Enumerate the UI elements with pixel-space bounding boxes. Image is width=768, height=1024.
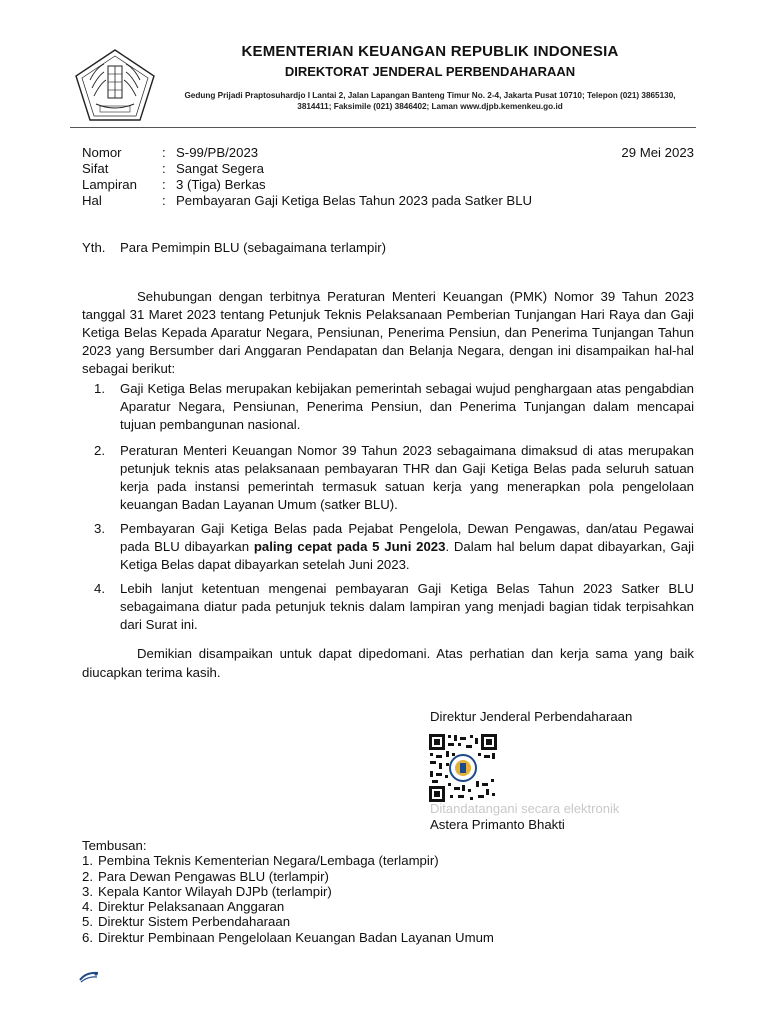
ministry-name: KEMENTERIAN KEUANGAN REPUBLIK INDONESIA — [241, 43, 619, 60]
letter-date: 29 Mei 2023 — [621, 145, 694, 160]
list-item: 1. Pembina Teknis Kementerian Negara/Lembaga (terlampir) — [82, 853, 439, 869]
closing-paragraph: Demikian disampaikan untuk dapat dipedomani. Atas perhatian dan kerja sama yang baik diucapkan terima kasih. — [82, 646, 694, 680]
meta-row-nomor: Nomor : S-99/PB/2023 — [82, 145, 259, 160]
list-item: 3. Pembayaran Gaji Ketiga Belas pada Pejabat Pengelola, Dewan Pengawas, dan/atau Pegawai pada BLU dibayarkan paling cepat pada 5 Juni 2023. Dalam hal belum dapat dibayarkan, Gaji Ketiga Belas dapat dibayarkan setelah Juni 2023. — [94, 521, 694, 572]
list-item: 4. Lebih lanjut ketentuan mengenai pembayaran Gaji Ketiga Belas Tahun 2023 Satker BLU sebagaimana diatur pada petunjuk teknis dalam lampiran yang menjadi bagian tidak terpisahkan dari Surat ini. — [94, 581, 694, 632]
signatory-name: Astera Primanto Bhakti — [430, 817, 565, 832]
meta-row-sifat: Sifat : Sangat Segera — [82, 161, 264, 176]
recipient: Yth. Para Pemimpin BLU (sebagaimana terlampir) — [82, 240, 387, 255]
intro-paragraph: Sehubungan dengan terbitnya Peraturan Menteri Keuangan (PMK) Nomor 39 Tahun 2023 tanggal 31 Maret 2023 tentang Petunjuk Teknis Pelaksanaan Pemberian Tunjangan Hari Raya dan Gaji Ketiga Belas Kepada Aparatur Negara, Pensiunan, Penerima Pensiun, dan Penerima Tunjangan Tahun 2023 yang Bersumber dari Anggaran Pendapatan dan Belanja Negara, dengan ini disampaikan hal-hal sebagai berikut: — [82, 289, 694, 376]
payment-date-emphasis: paling cepat pada 5 Juni 2023 — [253, 539, 446, 554]
letterhead-address: Gedung Prijadi Praptosuhardjo I Lantai 2, Jalan Lapangan Banteng Timur No. 2-4, Jakarta Pusat 10710; Telepon (021) 3865130, 3814411; Faksimile (021) 3846402; Laman www.djpb.kemenkeu.go.id — [184, 91, 676, 111]
list-item: 3. Kepala Kantor Wilayah DJPb (terlampir) — [82, 883, 332, 899]
letter-meta — [82, 145, 532, 209]
list-item: 5. Direktur Sistem Perbendaharaan — [82, 914, 291, 930]
letterhead-divider — [70, 127, 696, 128]
list-item: 2. Para Dewan Pengawas BLU (terlampir) — [82, 868, 329, 884]
meta-row-hal: Hal : Pembayaran Gaji Ketiga Belas Tahun 2023 pada Satker BLU — [82, 193, 533, 208]
djpb-logo-icon — [78, 970, 100, 984]
list-item: 4. Direktur Pelaksanaan Anggaran — [82, 899, 285, 915]
list-item: 6. Direktur Pembinaan Pengelolaan Keuangan Badan Layanan Umum — [82, 929, 494, 945]
signatory-title: Direktur Jenderal Perbendaharaan — [430, 709, 633, 724]
electronic-signature-note: Ditandatangani secara elektronik — [430, 801, 620, 816]
list-item: 1. Gaji Ketiga Belas merupakan kebijakan pemerintah sebagai wujud penghargaan atas pengabdian Aparatur Negara, Pensiunan, Penerima Pensiun, dan Penerima Tunjangan dalam mencapai tujuan pembangunan nasional. — [94, 381, 694, 432]
list-item: 2. Peraturan Menteri Keuangan Nomor 39 Tahun 2023 sebagaimana dimaksud di atas merupakan petunjuk teknis atas pelaksanaan pembayaran THR dan Gaji Ketiga Belas pada seluruh satuan kerja pada instansi pemerintah termasuk satuan kerja yang menerapkan pola pengelolaan keuangan Badan Layanan Umum (satker BLU). — [94, 443, 694, 512]
cc-list — [82, 838, 494, 945]
meta-row-lampiran: Lampiran : 3 (Tiga) Berkas — [82, 177, 266, 192]
cc-label: Tembusan: — [82, 838, 147, 853]
directorate-name: DIREKTORAT JENDERAL PERBENDAHARAAN — [284, 64, 576, 79]
ministry-emblem-icon — [70, 46, 160, 126]
qr-code-icon — [428, 733, 498, 803]
